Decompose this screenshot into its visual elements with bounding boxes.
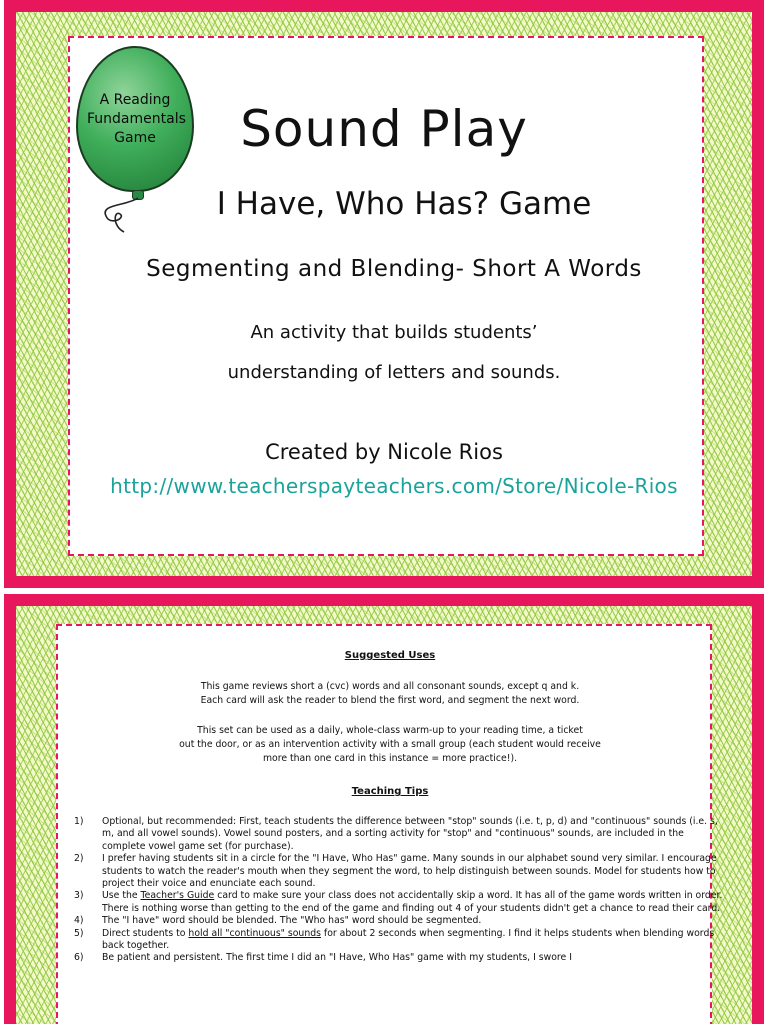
tip-text-pre: Direct students to	[102, 927, 189, 939]
uses-text-line: out the door, or as an intervention activity with a small group (each student would receive	[179, 739, 601, 750]
tip-text: The "I have" word should be blended. The "Who has" word should be segmented.	[102, 915, 482, 927]
teaching-tips-list	[74, 816, 724, 965]
tip-number: 2)	[74, 853, 84, 865]
tip-number: 3)	[74, 890, 84, 902]
store-link[interactable]: http://www.teacherspayteachers.com/Store/Nicole-Rios	[110, 474, 678, 498]
tip-number: 4)	[74, 915, 84, 927]
uses-text-line: This set can be used as a daily, whole-class warm-up to your reading time, a ticket	[197, 725, 583, 736]
cover-topic: Segmenting and Blending- Short A Words	[146, 256, 642, 282]
uses-text-line: This game reviews short a (cvc) words and all consonant sounds, except q and k.	[200, 681, 580, 692]
list-item	[74, 915, 724, 927]
cover-subtitle: I Have, Who Has? Game	[216, 186, 592, 222]
cover-description-line1: An activity that builds students’	[250, 322, 538, 343]
list-item	[74, 928, 724, 953]
continuous-sounds-emphasis: hold all "continuous" sounds	[188, 927, 321, 939]
tip-number: 5)	[74, 927, 84, 939]
suggested-uses-paragraph-2	[48, 724, 732, 766]
tip-text	[102, 890, 724, 915]
uses-text-line: Each card will ask the reader to blend the first word, and segment the next word.	[200, 695, 580, 706]
tip-text: Optional, but recommended: First, teach students the difference between "stop" sounds (i.e. t, p, d) and "continuous" sounds (i.e. s, m, and all vowel sounds). Vowel sound posters, and a sorting activity for "stop" and "continuous" sounds, are included in the complete vowel game set (for purchase).	[102, 816, 718, 852]
cover-page	[4, 0, 764, 588]
tip-number: 6)	[74, 952, 84, 964]
cover-author: Created by Nicole Rios	[265, 440, 503, 464]
balloon-string-icon	[96, 196, 156, 236]
tip-text	[102, 928, 724, 953]
suggested-uses-heading: Suggested Uses	[344, 650, 436, 661]
instructions-page	[4, 594, 764, 1024]
tip-text-post: card to make sure your class does not accidentally skip a word. It has all of the game words written in order. There is nothing worse than getting to the end of the game and finding out 4 of your students didn't get a chance to read their card.	[102, 890, 723, 914]
list-item	[74, 890, 724, 915]
cover-title: Sound Play	[240, 100, 528, 158]
cover-description-line2: understanding of letters and sounds.	[227, 362, 561, 383]
tip-text-post: for about 2 seconds when segmenting. I find it helps students when blending words back together.	[102, 927, 715, 952]
teaching-tips-heading: Teaching Tips	[351, 786, 429, 797]
teachers-guide-emphasis: Teacher's Guide	[140, 890, 215, 902]
tip-text-pre: Use the	[102, 890, 141, 902]
suggested-uses-paragraph-1	[48, 680, 732, 708]
list-item	[74, 816, 724, 853]
list-item	[74, 952, 724, 964]
balloon-text: A Reading Fundamentals Game	[87, 91, 186, 146]
uses-text-line: more than one card in this instance = more practice!).	[262, 753, 518, 764]
tip-text: Be patient and persistent. The first time I did an "I Have, Who Has" game with my students, I swore I	[102, 952, 572, 964]
tip-number: 1)	[74, 816, 84, 827]
list-item	[74, 853, 724, 890]
tip-text: I prefer having students sit in a circle for the "I Have, Who Has" game. Many sounds in our alphabet sound very similar. I encourage students to watch the reader's mouth when they segment the word, to help distinguish between sounds. Model for students how to project their voice and enunciate each sound.	[102, 853, 717, 890]
